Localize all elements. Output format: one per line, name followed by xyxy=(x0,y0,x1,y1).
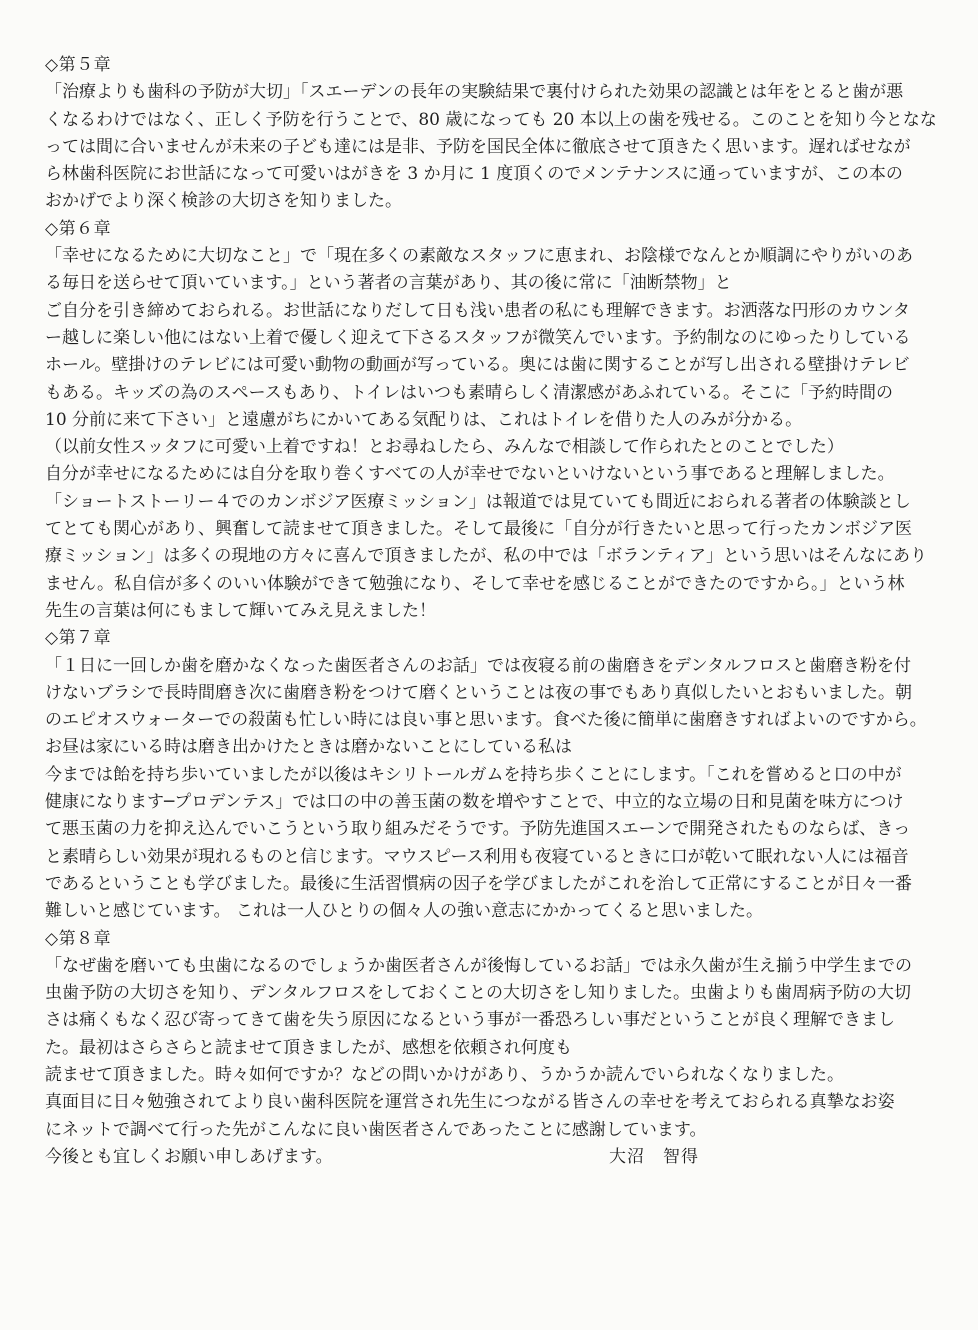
text-line: る毎日を送らせて頂いています。」という著者の言葉があり、其の後に常に「油断禁物」と xyxy=(45,273,732,294)
chapter-heading-5: ◇第５章 xyxy=(45,55,112,75)
text-line: 「ショートストーリー４でのカンボジア医療ミッション」は報道では見ていても間近におられる著者の体験談とし xyxy=(45,491,911,512)
text-line: 「治療よりも歯科の予防が大切」「スエーデンの長年の実験結果で裏付けられた効果の認識とは年をとると歯が悪 xyxy=(45,82,904,103)
text-line: と素晴らしい効果が現れるものと信じます。マウスピース利用も夜寝ているときに口が乾いて眠れない人には福音 xyxy=(45,846,909,867)
text-line: もある。キッズの為のスペースもあり、トイレはいつも素晴らしく清潔感があふれている。そこに「予約時間の xyxy=(45,382,893,403)
text-line: 先生の言葉は何にもまして輝いてみえ見えました！ xyxy=(45,600,436,621)
closing-line xyxy=(45,1144,938,1171)
text-line: 今までは飴を持ち歩いていましたが以後はキシリトールガムを持ち歩くことにします。「これを嘗めると口の中が xyxy=(45,764,902,785)
chapter-heading-8: ◇第８章 xyxy=(45,928,112,949)
text-line: さは痛くもなく忍び寄ってきて歯を失う原因になるという事が一番恐ろしい事だということが良く理解できまし xyxy=(45,1010,895,1031)
text-line: （以前女性スッタフに可愛い上着ですね！とお尋ねしたら、みんなで相談して作られたとのことでした） xyxy=(45,437,844,458)
text-line: けないブラシで長時間磨き次に歯磨き粉をつけて磨くということは夜の事でもあり真似したいとおもいました。朝 xyxy=(45,682,912,703)
text-line: た。最初はさらさらと読ませて頂きましたが、感想を依頼され何度も xyxy=(45,1037,572,1058)
text-line: てとても関心があり、興奮して読ませて頂きました。そして最後に「自分が行きたいと思って行ったカンボジア医 xyxy=(45,519,912,540)
chapter-heading-6: ◇第６章 xyxy=(45,218,112,239)
text-line: っては間に合いませんが未来の子ども達には是非、予防を国民全体に徹底させて頂きたく思います。遅ればせなが xyxy=(45,136,911,157)
chapter-heading-7: ◇第７章 xyxy=(45,628,112,649)
author-signature: 大沼 智得 xyxy=(609,1146,699,1167)
text-line: 「幸せになるために大切なこと」で「現在多くの素敵なスタッフに恵まれ、お陰様でなんとか順調にやりがいのあ xyxy=(45,246,914,267)
text-line: 10 分前に来て下さい」と遠慮がちにかいてある気配りは、これはトイレを借りた人のみが分かる。 xyxy=(45,409,803,430)
letter-body xyxy=(45,52,938,1171)
text-line: 真面目に日々勉強されてより良い歯科医院を運営され先生につながる皆さんの幸せを考えておられる真摯なお姿 xyxy=(45,1092,895,1113)
text-line: 健康になります─プロデンテス」では口の中の善玉菌の数を増やすことで、中立的な立場の日和見菌を味方につけ xyxy=(45,792,904,813)
text-line: 「１日に一回しか歯を磨かなくなった歯医者さんのお話」では夜寝る前の歯磨きをデンタルフロスと歯磨き粉を付 xyxy=(45,655,911,676)
text-line: であるということも学びました。最後に生活習慣病の因子を学びましたがこれを治して正常にすることが日々一番 xyxy=(45,873,912,894)
text-line: 療ミッション」は多くの現地の方々に喜んで頂きましたが、私の中では「ボランティア」という思いはそんなにあり xyxy=(45,546,927,567)
text-line: 「なぜ歯を磨いても虫歯になるのでしょうか歯医者さんが後悔しているお話」では永久歯が生え揃う中学生までの xyxy=(45,955,912,976)
text-line: にネットで調べて行った先がこんなに良い歯医者さんであったことに感謝しています。 xyxy=(45,1119,707,1140)
text-line: おかげでより深く検診の大切さを知りました。 xyxy=(45,191,402,212)
text-line: くなるわけではなく、正しく予防を行うことで、80 歳になっても 20 本以上の歯を残せる。このことを知り今となな xyxy=(45,109,937,130)
text-line: 自分が幸せになるためには自分を取り巻くすべての人が幸せでないといけないという事であると理解しました。 xyxy=(45,464,895,485)
closing-remark: 今後とも宜しくお願い申しあげます。 xyxy=(45,1146,333,1167)
text-line: ません。私自信が多くのいい体験ができて勉強になり、そして幸せを感じることができたのですから。」という林 xyxy=(45,573,905,594)
text-line: ら林歯科医院にお世話になって可愛いはがきを 3 か月に 1 度頂くのでメンテナンスに通っていますが、この本の xyxy=(45,164,903,185)
text-line: 虫歯予防の大切さを知り、デンタルフロスをしておくことの大切さをし知りました。虫歯よりも歯周病予防の大切 xyxy=(45,983,911,1004)
text-line: ご自分を引き締めておられる。お世話になりだして日も浅い患者の私にも理解できます。お洒落な円形のカウンタ xyxy=(45,300,910,321)
text-line: お昼は家にいる時は磨き出かけたときは磨かないことにしている私は xyxy=(45,737,572,758)
text-line: て悪玉菌の力を抑え込んでいこうという取り組みだそうです。予防先進国スエーンで開発されたものならば、きっ xyxy=(45,819,911,840)
text-line: 読ませて頂きました。時々如何ですか？などの問いかけがあり、うかうか読んでいられなくなりました。 xyxy=(45,1064,844,1085)
text-line: 難しいと感じています。 これは一人ひとりの個々人の強い意志にかかってくると思いました。 xyxy=(45,901,764,922)
text-line: のエピオスウォーターでの殺菌も忙しい時には良い事と思います。食べた後に簡単に歯磨きすればよいのですから。 xyxy=(45,710,927,731)
text-line: ホール。壁掛けのテレビには可愛い動物の動画が写っている。奥には歯に関することが写し出される壁掛けテレビ xyxy=(45,355,910,376)
text-line: ー越しに楽しい他にはない上着で優しく迎えて下さるスタッフが微笑んでいます。予約制なのにゆったりしている xyxy=(45,327,911,348)
